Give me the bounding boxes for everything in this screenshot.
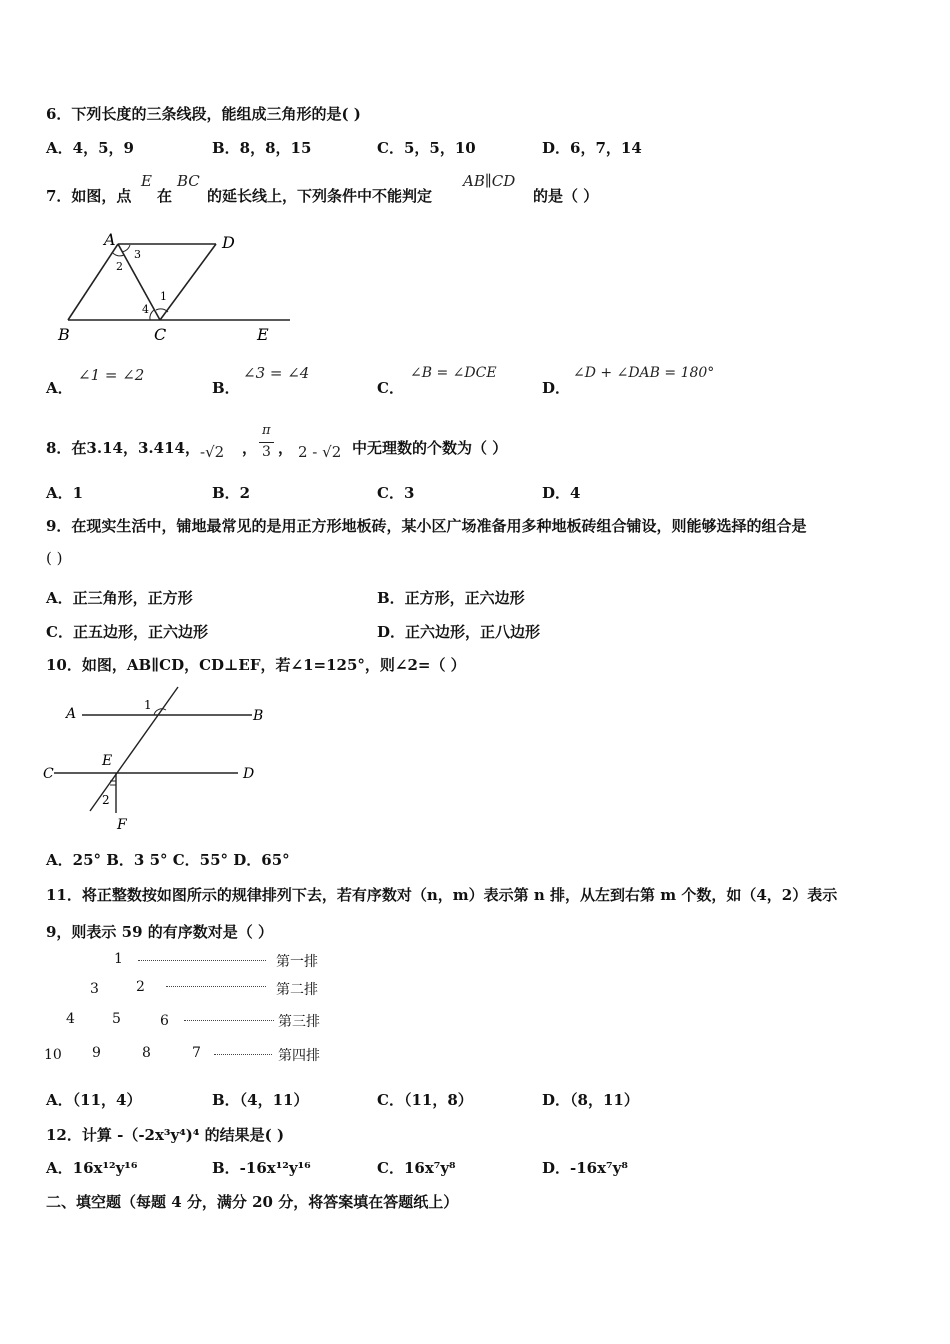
q11-stem-line2: 9，则表示 59 的有序数对是（ ） — [46, 923, 273, 941]
q8-option-a: A．1 — [46, 484, 84, 502]
q7-option-a-label: A． — [46, 379, 73, 397]
q10-figure — [40, 685, 280, 835]
q8-pi: π — [262, 423, 271, 438]
q7-fig-label-b: B — [58, 325, 70, 344]
q8-fraction-bar — [259, 442, 274, 443]
q11-row-label: 第二排 — [276, 982, 318, 998]
q7-figure — [50, 228, 310, 348]
q10-fig-label-a: A — [66, 706, 77, 722]
q10-stem: 10．如图，AB∥CD，CD⊥EF，若∠1=125°，则∠2=（ ） — [46, 656, 466, 674]
q7-fig-angle-2: 2 — [116, 260, 123, 273]
q6-option-a: A．4，5，9 — [46, 139, 134, 157]
q6-option-d: D．6，7，14 — [542, 139, 642, 157]
q10-fig-label-c: C — [43, 766, 54, 782]
q11-number: 4 — [66, 1011, 75, 1027]
q9-stem-bracket: ( ) — [46, 549, 63, 567]
q11-number: 5 — [112, 1011, 121, 1027]
q7-fig-label-a: A — [104, 230, 116, 249]
q8-stem-prefix: 8．在3.14，3.414， — [46, 439, 200, 457]
q8-option-c: C．3 — [377, 484, 415, 502]
q8-sep-1: ， — [242, 439, 258, 457]
q11-row-label: 第三排 — [278, 1014, 320, 1030]
q10-fig-label-b: B — [253, 708, 264, 724]
q7-option-d-label: D． — [542, 379, 571, 397]
q11-row-4 — [44, 1045, 334, 1063]
q11-number: 10 — [44, 1047, 62, 1063]
q7-option-c-math: ∠B = ∠DCE — [410, 365, 497, 381]
q10-options: A．25° B．3 5° C．55° D．65° — [46, 851, 290, 869]
q8-option-b: B．2 — [212, 484, 251, 502]
q7-fig-angle-1: 1 — [160, 290, 167, 303]
q11-row-1 — [44, 951, 334, 969]
q10-fig-label-f: F — [117, 817, 127, 833]
q11-number: 1 — [114, 951, 123, 967]
q7-option-a-math: ∠1 = ∠2 — [78, 366, 145, 384]
q7-point-e: E — [141, 172, 152, 190]
q7-stem-mid2: 的延长线上，下列条件中不能判定 — [207, 187, 433, 205]
q11-option-d: D．（8，11） — [542, 1091, 639, 1109]
section-2-heading: 二、填空题（每题 4 分，满分 20 分，将答案填在答题纸上） — [46, 1193, 459, 1211]
q11-number: 3 — [90, 981, 99, 997]
q7-fig-label-d: D — [222, 233, 235, 252]
q11-row-3 — [44, 1011, 334, 1029]
q11-number: 6 — [160, 1013, 169, 1029]
q12-option-a: A．16x¹²y¹⁶ — [46, 1159, 138, 1177]
q10-fig-angle-2: 2 — [102, 793, 110, 807]
q11-option-c: C．（11，8） — [377, 1091, 473, 1109]
q11-option-b: B．（4，11） — [212, 1091, 309, 1109]
q8-neg-sqrt2: -√2 — [200, 443, 225, 461]
q6-option-c: C．5，5，10 — [377, 139, 476, 157]
q12-option-b: B．-16x¹²y¹⁶ — [212, 1159, 311, 1177]
q9-option-b: B．正方形，正六边形 — [377, 589, 525, 607]
q11-row-label: 第一排 — [276, 954, 318, 970]
q7-option-b-math: ∠3 = ∠4 — [243, 364, 310, 382]
q7-fig-label-e: E — [257, 325, 269, 344]
q11-number: 7 — [192, 1045, 201, 1061]
q8-three: 3 — [262, 444, 271, 460]
q10-fig-angle-1: 1 — [144, 698, 152, 712]
q11-number: 8 — [142, 1045, 151, 1061]
q11-stem: 11．将正整数按如图所示的规律排列下去，若有序数对（n，m）表示第 n 排，从左到右第 m 个数，如（4，2）表示 — [46, 886, 838, 904]
q12-option-d: D．-16x⁷y⁸ — [542, 1159, 628, 1177]
q7-fig-angle-3: 3 — [134, 248, 141, 261]
q11-dotted-leader — [184, 1020, 274, 1021]
q8-stem-suffix: 中无理数的个数为（ ） — [352, 439, 508, 457]
q10-fig-label-d: D — [243, 766, 255, 782]
q7-stem-prefix: 7．如图，点 — [46, 187, 132, 205]
q7-parallel-abcd: AB∥CD — [463, 172, 516, 190]
q7-option-d-math: ∠D + ∠DAB = 180° — [573, 365, 715, 381]
q7-fig-angle-4: 4 — [142, 303, 149, 316]
q11-number: 2 — [136, 979, 145, 995]
q7-stem-suffix: 的是（ ） — [533, 187, 599, 205]
q7-stem-mid1: 在 — [157, 187, 173, 205]
q6-option-b: B．8，8，15 — [212, 139, 312, 157]
q7-option-c-label: C． — [377, 379, 404, 397]
q8-two-minus-sqrt2: 2 - √2 — [298, 443, 342, 461]
q9-option-a: A．正三角形，正方形 — [46, 589, 193, 607]
q11-figure — [44, 947, 344, 1069]
q8-option-d: D．4 — [542, 484, 581, 502]
q6-stem: 6．下列长度的三条线段，能组成三角形的是( ) — [46, 105, 361, 123]
q11-dotted-leader — [166, 986, 266, 987]
q11-option-a: A．（11，4） — [46, 1091, 142, 1109]
q11-row-2 — [44, 979, 334, 997]
q9-stem: 9．在现实生活中，铺地最常见的是用正方形地板砖，某小区广场准备用多种地板砖组合铺设，则能够选择的组合是 — [46, 517, 807, 535]
q10-fig-label-e: E — [102, 753, 113, 769]
q8-sep-2: ， — [278, 439, 294, 457]
q7-fig-label-c: C — [154, 325, 167, 344]
q7-segment-bc: BC — [177, 172, 200, 190]
q11-number: 9 — [92, 1045, 101, 1061]
q12-stem: 12．计算 -（-2x³y⁴)⁴ 的结果是( ) — [46, 1126, 285, 1144]
q7-option-b-label: B． — [212, 379, 240, 397]
q11-dotted-leader — [138, 960, 266, 961]
q11-row-label: 第四排 — [278, 1048, 320, 1064]
q11-dotted-leader — [214, 1054, 272, 1055]
q9-option-c: C．正五边形，正六边形 — [46, 623, 208, 641]
q12-option-c: C．16x⁷y⁸ — [377, 1159, 456, 1177]
q9-option-d: D．正六边形，正八边形 — [377, 623, 541, 641]
